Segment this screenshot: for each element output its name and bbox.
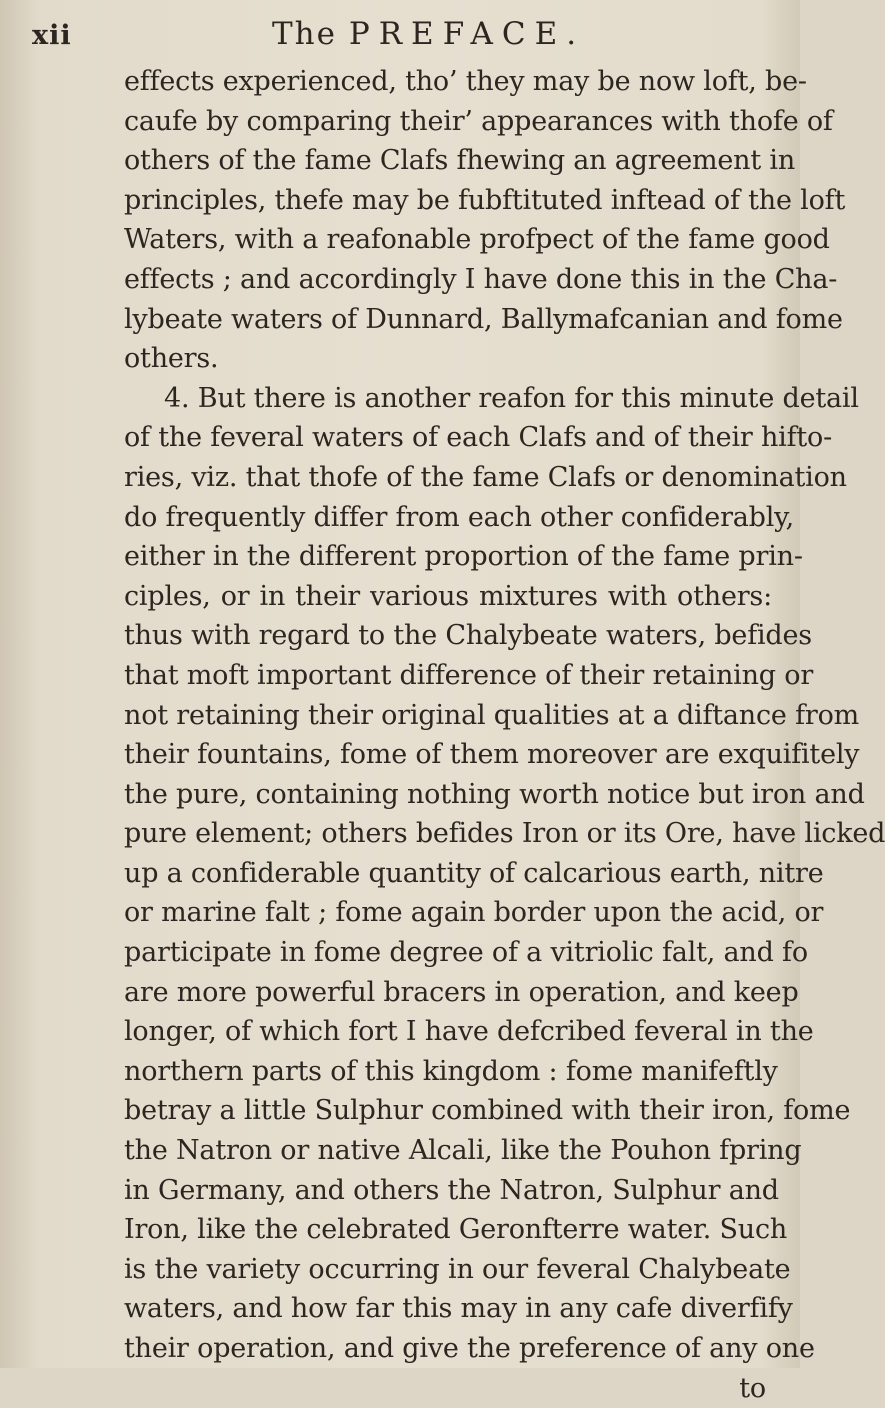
text-line: ries, viz. that thofe of the fame Clafs or denomination <box>124 461 847 493</box>
text-line: effects ; and accordingly I have done this in the Cha- <box>124 263 838 295</box>
text-line: effects experienced, tho’ they may be now loft, be- <box>124 66 807 97</box>
text-line: others. <box>124 343 219 375</box>
text-line: thus with regard to the Chalybeate waters, befides <box>124 620 812 652</box>
text-line: that moft important difference of their retaining or <box>124 659 814 691</box>
running-head-title: PREFACE. <box>348 16 586 52</box>
text-line: is the variety occurring in our feveral Chalybeate <box>124 1253 791 1285</box>
text-line: betray a little Sulphur combined with their iron, fome <box>124 1095 851 1127</box>
text-line: others of the fame Clafs fhewing an agreement in <box>124 145 796 177</box>
text-line: longer, of which fort I have defcribed feveral in the <box>124 1016 814 1048</box>
text-line: pure element; others befides Iron or its Ore, have licked <box>124 818 885 850</box>
text-line: participate in fome degree of a vitriolic falt, and fo <box>124 937 808 969</box>
page-number: xii <box>32 20 72 51</box>
text-line: the Natron or native Alcali, like the Pouhon fpring <box>124 1135 802 1167</box>
text-line: are more powerful bracers in operation, and keep <box>124 976 799 1008</box>
body-text <box>124 62 885 1408</box>
text-line: in Germany, and others the Natron, Sulphur and <box>124 1174 779 1206</box>
text-line: Waters, with a reafonable profpect of the fame good <box>124 224 830 256</box>
text-line: 4. But there is another reafon for this minute detail <box>164 382 859 414</box>
text-line: waters, and how far this may in any cafe diverfify <box>124 1293 793 1325</box>
running-head-prefix: The <box>272 16 337 52</box>
text-line: caufe by comparing their’ appearances with thofe of <box>124 105 833 137</box>
text-line: not retaining their original qualities at a diftance from <box>124 699 860 731</box>
text-line: principles, thefe may be fubftituted inftead of the loft <box>124 184 846 216</box>
text-line: up a confiderable quantity of calcarious earth, nitre <box>124 857 824 889</box>
text-line: of the feveral waters of each Clafs and of their hifto- <box>124 422 833 454</box>
text-line: their fountains, fome of them moreover are exquifitely <box>124 739 860 771</box>
text-line: or marine falt ; fome again border upon the acid, or <box>124 897 824 929</box>
text-line: ciples, or in their various mixtures with others: <box>124 580 772 612</box>
text-line: do frequently differ from each other confiderably, <box>124 501 795 533</box>
running-head <box>272 16 585 52</box>
text-line: the pure, containing nothing worth notice but iron and <box>124 778 865 810</box>
catchword: to <box>739 1372 766 1404</box>
text-line: either in the different proportion of the fame prin- <box>124 541 803 573</box>
text-line: lybeate waters of Dunnard, Ballymafcanian and fome <box>124 303 843 335</box>
text-line: their operation, and give the preference of any one <box>124 1333 815 1364</box>
text-line: northern parts of this kingdom : fome manifeftly <box>124 1055 778 1087</box>
text-line: Iron, like the celebrated Geronfterre water. Such <box>124 1214 788 1246</box>
